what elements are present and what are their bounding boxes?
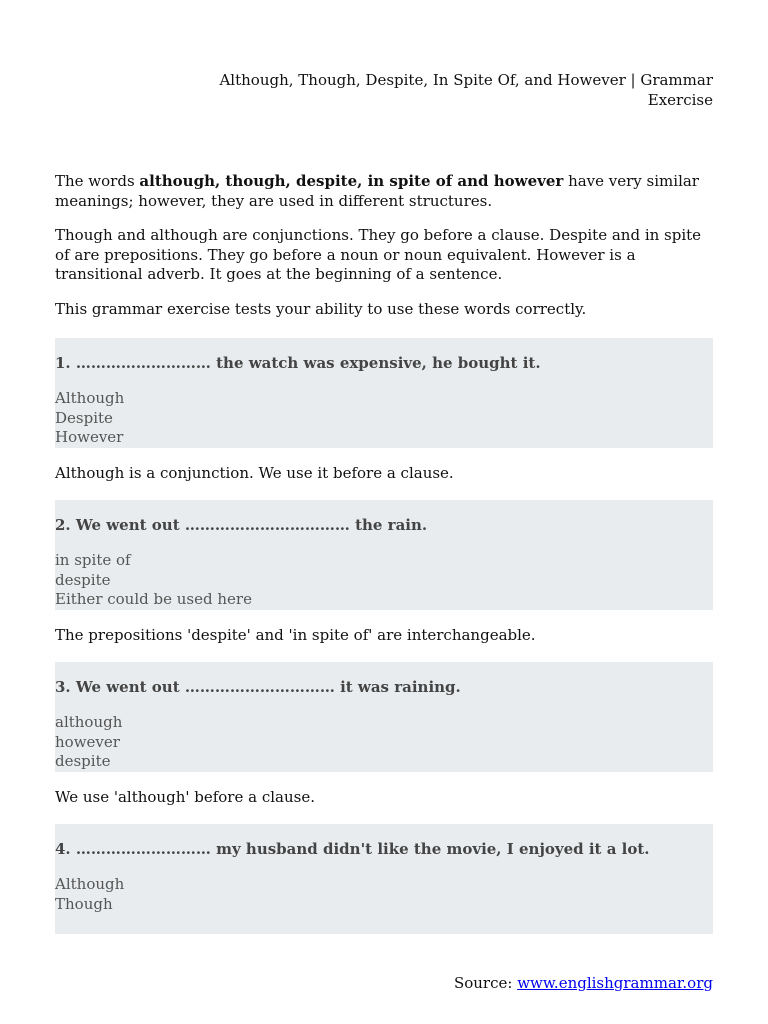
answer-option[interactable]: However bbox=[55, 428, 124, 446]
answer-option[interactable]: despite bbox=[55, 752, 111, 770]
page-title: Although, Though, Despite, In Spite Of, and However | Grammar Exercise bbox=[219, 71, 713, 109]
answer-option[interactable]: however bbox=[55, 732, 120, 751]
question-item bbox=[55, 338, 713, 483]
quiz-section bbox=[55, 338, 713, 934]
answer-explanation: We use 'although' before a clause. bbox=[55, 788, 315, 806]
question-text: 1. ……………………… the watch was expensive, he bought it. bbox=[55, 354, 541, 372]
answer-option[interactable]: although bbox=[55, 713, 123, 731]
intro-paragraph-3: This grammar exercise tests your ability to use these words correctly. bbox=[55, 299, 587, 318]
intro-prefix: The words bbox=[55, 172, 140, 190]
question-box bbox=[55, 338, 713, 448]
answer-option[interactable]: Although bbox=[55, 875, 125, 893]
question-item bbox=[55, 662, 713, 807]
answer-option[interactable]: despite bbox=[55, 570, 111, 589]
question-box bbox=[55, 662, 713, 772]
question-item bbox=[55, 824, 713, 934]
answer-option[interactable]: Either could be used here bbox=[55, 590, 252, 608]
question-text: 2. We went out …………………………… the rain. bbox=[55, 516, 428, 534]
intro-suffix: have very similar meanings; however, they are used in different structures. bbox=[55, 172, 699, 210]
answer-option[interactable]: in spite of bbox=[55, 551, 131, 569]
answer-explanation: The prepositions 'despite' and 'in spite of' are interchangeable. bbox=[55, 626, 536, 644]
answer-option[interactable]: Though bbox=[55, 894, 113, 913]
document-page bbox=[55, 0, 713, 1024]
answer-option[interactable]: Although bbox=[55, 389, 125, 407]
answer-option[interactable]: Despite bbox=[55, 408, 113, 427]
source-link[interactable]: www.englishgrammar.org bbox=[517, 974, 713, 992]
question-text: 4. ……………………… my husband didn't like the movie, I enjoyed it a lot. bbox=[55, 840, 650, 858]
source-label: Source: bbox=[453, 974, 518, 992]
question-text: 3. We went out ………………………… it was raining. bbox=[55, 678, 461, 696]
intro-keywords: although, though, despite, in spite of and however bbox=[139, 172, 564, 190]
intro-paragraph-2: Though and although are conjunctions. They go before a clause. Despite and in spite of are prepositions. They go before a noun or noun equivalent. However is a transitional adverb. It goes at the beginning of a sentence. bbox=[55, 226, 702, 283]
intro-section bbox=[55, 172, 713, 334]
question-box bbox=[55, 500, 713, 610]
source-credit bbox=[454, 973, 713, 993]
question-item bbox=[55, 500, 713, 645]
answer-explanation: Although is a conjunction. We use it before a clause. bbox=[55, 464, 454, 482]
intro-paragraph-1 bbox=[55, 172, 713, 211]
question-box bbox=[55, 824, 713, 934]
